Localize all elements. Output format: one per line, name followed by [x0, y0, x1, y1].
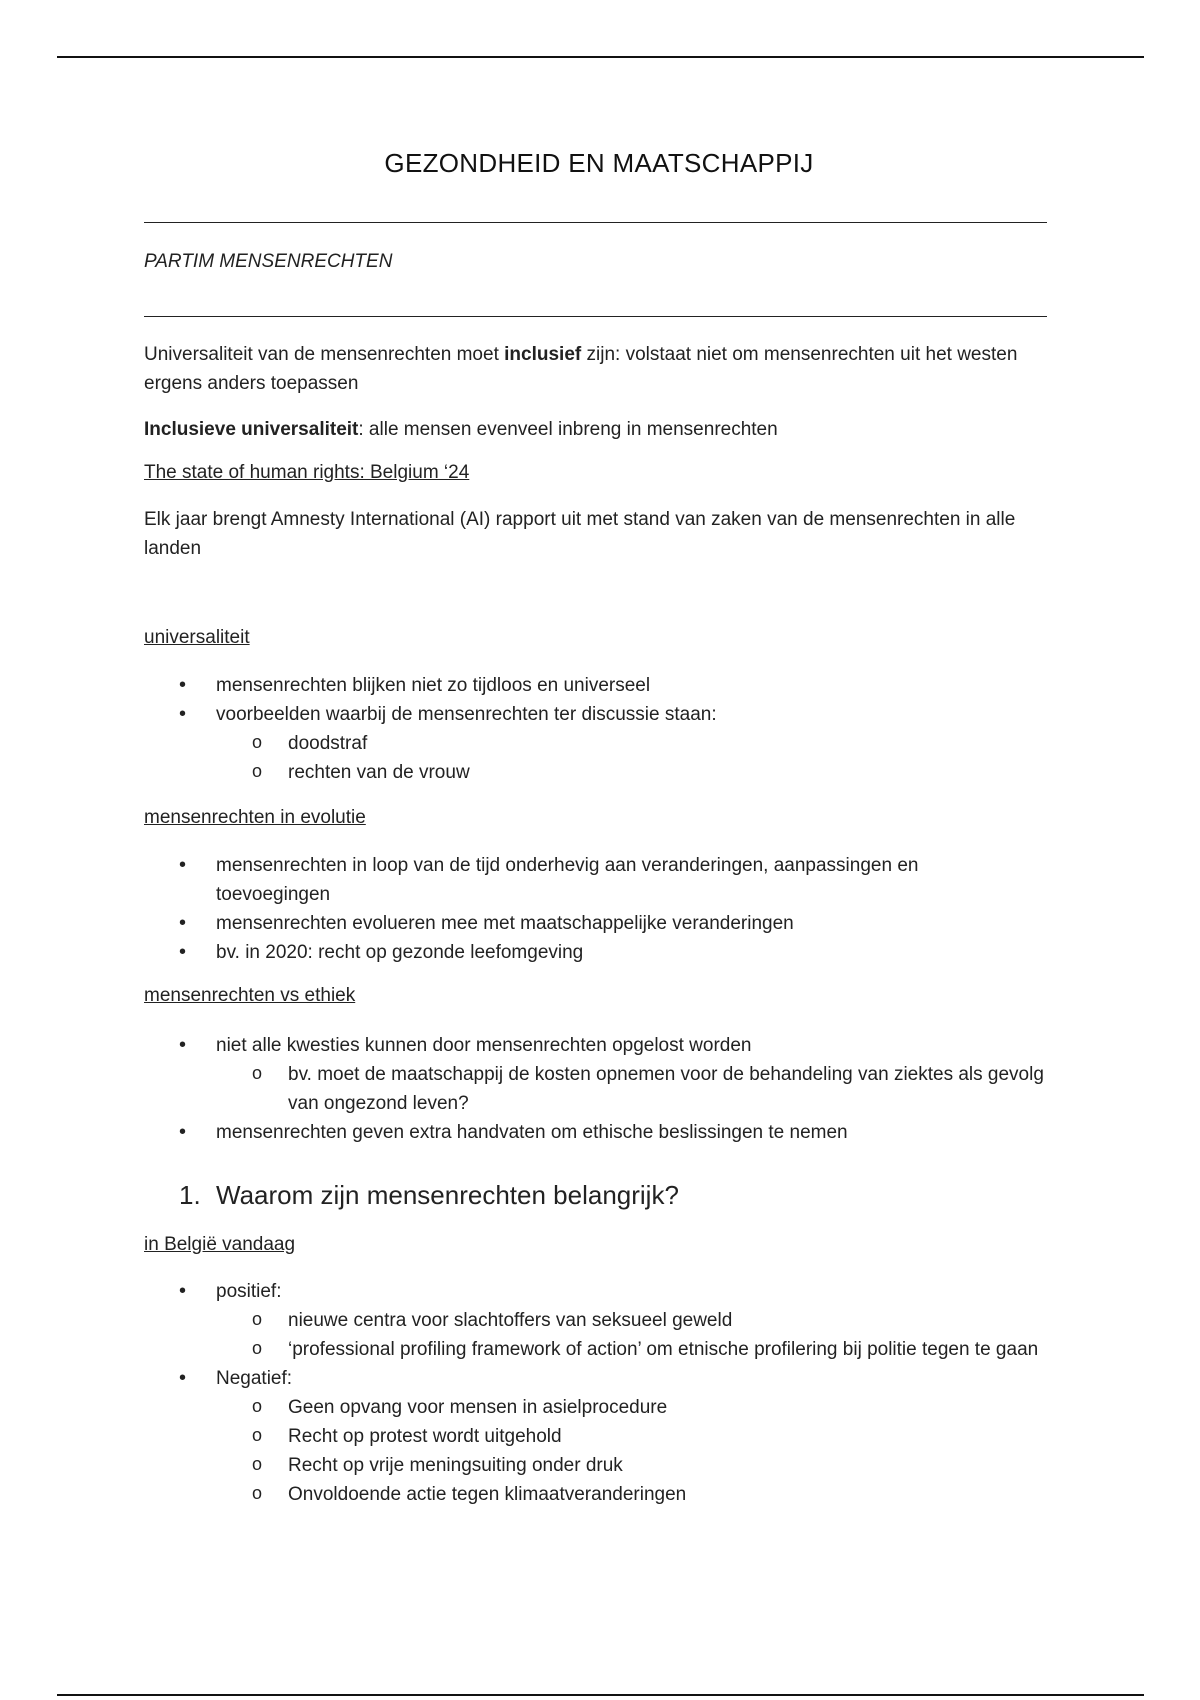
sub-list-item: o Onvoldoende actie tegen klimaatveranderingen — [144, 1480, 1048, 1509]
list-item: • mensenrechten blijken niet zo tijdloos en universeel — [144, 671, 986, 700]
sub-list-item: o Geen opvang voor mensen in asielprocedure — [144, 1393, 1048, 1422]
list-item: • mensenrechten in loop van de tijd onderhevig aan veranderingen, aanpassingen en toevoegingen — [144, 851, 986, 909]
section-title-evolutie: mensenrechten in evolutie — [144, 807, 366, 828]
sub-list-item: o Recht op vrije meningsuiting onder druk — [144, 1451, 1048, 1480]
report-paragraph: Elk jaar brengt Amnesty International (AI) rapport uit met stand van zaken van de mensenrechten in alle landen — [144, 509, 1016, 559]
ethiek-list — [144, 1031, 1048, 1147]
sub-list-item: o ‘professional profiling framework of action’ om etnische profilering bij politie tegen te gaan — [144, 1335, 1048, 1364]
separator-line — [144, 222, 1047, 223]
list-item: • mensenrechten geven extra handvaten om ethische beslissingen te nemen — [144, 1118, 986, 1147]
sub-list-item: o Recht op protest wordt uitgehold — [144, 1422, 1048, 1451]
section-heading-1 — [179, 1180, 679, 1211]
bold-term: Inclusieve universaliteit — [144, 419, 359, 440]
bold-term: inclusief — [504, 344, 582, 365]
list-item: • voorbeelden waarbij de mensenrechten ter discussie staan: — [144, 700, 986, 729]
list-item: • mensenrechten evolueren mee met maatschappelijke veranderingen — [144, 909, 986, 938]
page-top-border — [57, 56, 1144, 58]
partim-label: PARTIM MENSENRECHTEN — [144, 251, 393, 272]
separator-line — [144, 316, 1047, 317]
sub-list-item: o doodstraf — [144, 729, 1048, 758]
heading-number: 1. — [179, 1180, 201, 1210]
evolutie-list — [144, 851, 986, 967]
list-item: • bv. in 2020: recht op gezonde leefomgeving — [144, 938, 986, 967]
list-item: • positief: — [144, 1277, 986, 1306]
sub-list-item: o bv. moet de maatschappij de kosten opnemen voor de behandeling van ziektes als gevolg van ongezond leven? — [144, 1060, 1048, 1118]
universaliteit-list — [144, 671, 1048, 787]
report-link[interactable]: The state of human rights: Belgium ‘24 — [144, 462, 470, 483]
inclusive-universality-paragraph: Inclusieve universaliteit: alle mensen evenveel inbreng in mensenrechten — [144, 419, 778, 440]
section-title-belgie: in België vandaag — [144, 1234, 296, 1255]
sub-list-item: o nieuwe centra voor slachtoffers van seksueel geweld — [144, 1306, 1048, 1335]
belgie-list — [144, 1277, 1048, 1509]
page-bottom-border — [57, 1694, 1144, 1696]
list-item: • Negatief: — [144, 1364, 986, 1393]
sub-list-item: o rechten van de vrouw — [144, 758, 1048, 787]
heading-text: Waarom zijn mensenrechten belangrijk? — [216, 1180, 679, 1210]
list-item: • niet alle kwesties kunnen door mensenrechten opgelost worden — [144, 1031, 986, 1060]
document-title: GEZONDHEID EN MAATSCHAPPIJ — [384, 148, 814, 178]
section-title-ethiek: mensenrechten vs ethiek — [144, 985, 356, 1006]
section-title-universaliteit: universaliteit — [144, 627, 250, 648]
intro-paragraph: Universaliteit van de mensenrechten moet inclusief zijn: volstaat niet om mensenrechten uit het westen ergens anders toepassen — [144, 344, 1018, 394]
